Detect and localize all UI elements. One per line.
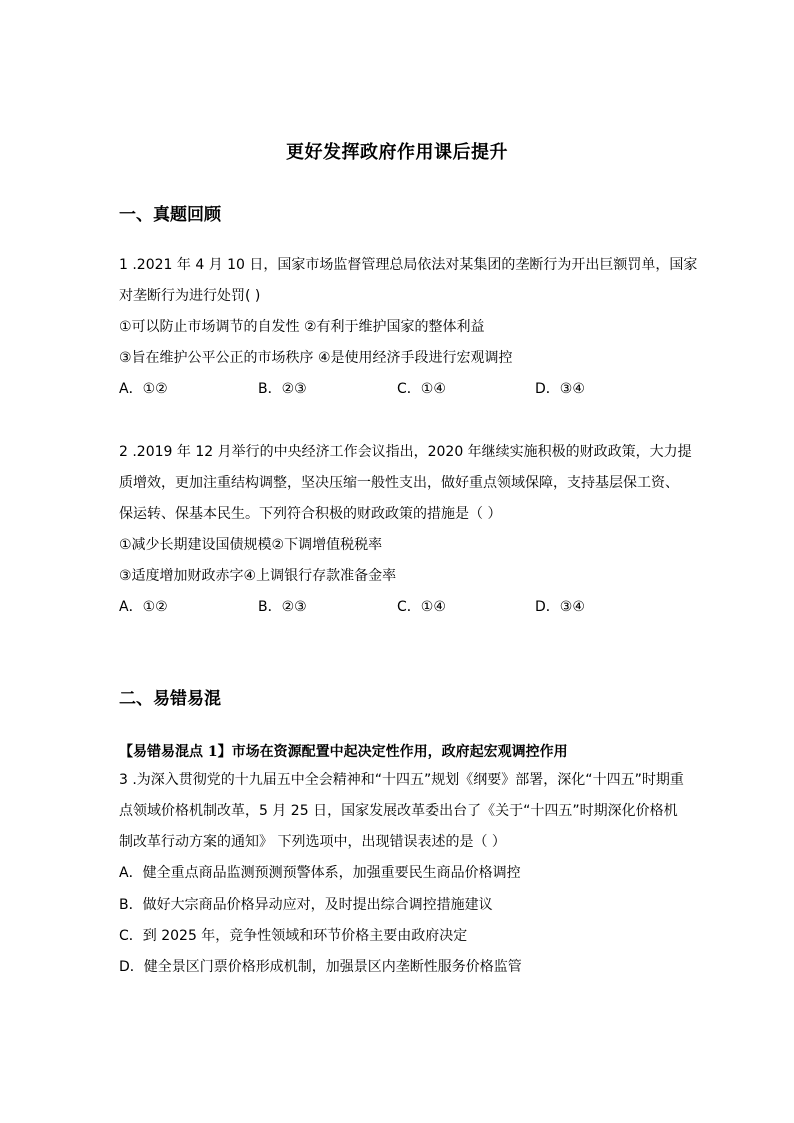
error-point-heading: 【易错易混点 1】市场在资源配置中起决定性作用，政府起宏观调控作用 <box>119 744 568 760</box>
q2-stem-line-3: 保运转、保基本民生。下列符合积极的财政政策的措施是（ ） <box>119 506 502 522</box>
q3-option-d: D．健全景区门票价格形成机制，加强景区内垄断性服务价格监管 <box>119 959 522 975</box>
q2-statement-1: ①减少长期建设国债规模②下调增值税税率 <box>119 537 383 553</box>
q2-stem-line-1: 2 .2019 年 12 月举行的中央经济工作会议指出，2020 年继续实施积极的财政政策，大力提 <box>119 444 692 460</box>
q1-stem-line-1: 1 .2021 年 4 月 10 日，国家市场监督管理总局依法对某集团的垄断行为开出巨额罚单，国家 <box>119 257 698 273</box>
page-title: 更好发挥政府作用课后提升 <box>286 142 508 163</box>
q1-statement-2: ③旨在维护公平公正的市场秩序 ④是使用经济手段进行宏观调控 <box>119 350 513 366</box>
q1-option-a: A．①② <box>119 381 168 397</box>
q1-option-d: D．③④ <box>535 381 585 397</box>
q3-stem-line-1: 3 .为深入贯彻党的十九届五中全会精神和“十四五”规划《纲要》部署，深化“十四五”时期重 <box>119 772 684 788</box>
section-heading-1: 一、真题回顾 <box>119 205 221 225</box>
q2-option-b: B．②③ <box>258 599 307 615</box>
q3-option-a: A．健全重点商品监测预测预警体系，加强重要民生商品价格调控 <box>119 865 521 881</box>
q1-option-b: B．②③ <box>258 381 307 397</box>
q3-stem-line-3: 制改革行动方案的通知》 下列选项中，出现错误表述的是（ ） <box>119 834 506 850</box>
q3-option-b: B．做好大宗商品价格异动应对，及时提出综合调控措施建议 <box>119 897 493 913</box>
q2-option-d: D．③④ <box>535 599 585 615</box>
q2-statement-2: ③适度增加财政赤字④上调银行存款准备金率 <box>119 568 397 584</box>
q1-option-c: C．①④ <box>397 381 446 397</box>
section-heading-2: 二、易错易混 <box>119 689 221 709</box>
q2-stem-line-2: 质增效，更加注重结构调整，坚决压缩一般性支出，做好重点领域保障，支持基层保工资、 <box>119 475 679 491</box>
q1-statement-1: ①可以防止市场调节的自发性 ②有利于维护国家的整体利益 <box>119 319 485 335</box>
q2-option-a: A．①② <box>119 599 168 615</box>
q3-stem-line-2: 点领域价格机制改革，5 月 25 日，国家发展改革委出台了《关于“十四五”时期深化价格机 <box>119 803 678 819</box>
q3-option-c: C．到 2025 年，竞争性领域和环节价格主要由政府决定 <box>119 928 468 944</box>
q1-stem-line-2: 对垄断行为进行处罚( ) <box>119 288 261 304</box>
q2-option-c: C．①④ <box>397 599 446 615</box>
